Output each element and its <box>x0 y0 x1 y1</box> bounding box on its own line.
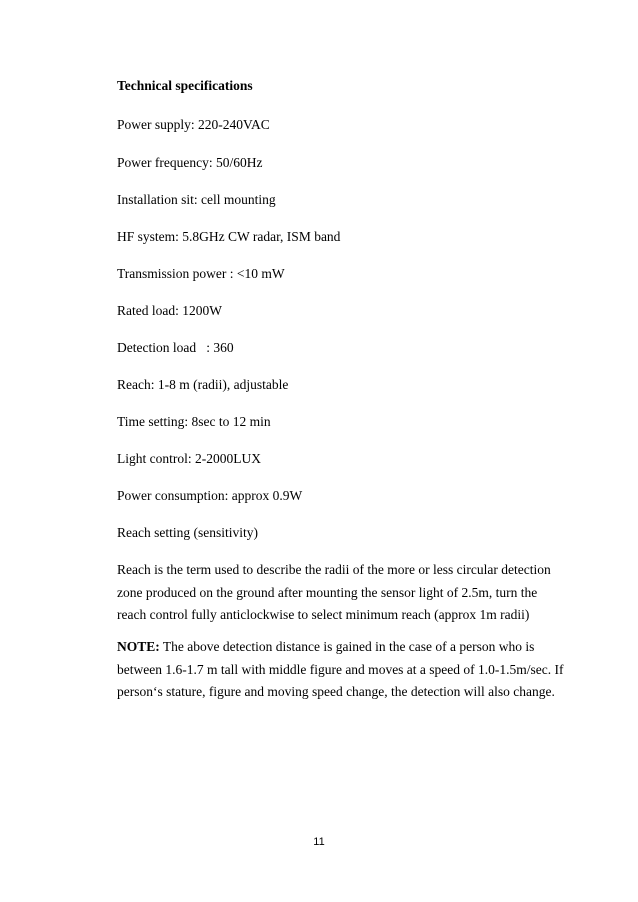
spec-power-supply: Power supply: 220-240VAC <box>117 117 270 132</box>
spec-installation-site: Installation sit: cell mounting <box>117 192 276 207</box>
spec-reach: Reach: 1-8 m (radii), adjustable <box>117 377 289 392</box>
spec-hf-system: HF system: 5.8GHz CW radar, ISM band <box>117 229 341 244</box>
note-text: The above detection distance is gained in the case of a person who is <box>159 639 535 654</box>
spec-detection-load: Detection load : 360 <box>117 340 234 355</box>
paragraph-line: between 1.6-1.7 m tall with middle figure and moves at a speed of 1.0-1.5m/sec. If <box>117 661 564 677</box>
paragraph-line <box>117 636 535 659</box>
note-paragraph <box>117 636 564 704</box>
spec-power-consumption: Power consumption: approx 0.9W <box>117 488 303 503</box>
spec-power-frequency: Power frequency: 50/60Hz <box>117 155 263 170</box>
spec-rated-load: Rated load: 1200W <box>117 303 222 318</box>
paragraph-line: zone produced on the ground after mounting the sensor light of 2.5m, turn the <box>117 584 538 600</box>
spec-reach-setting: Reach setting (sensitivity) <box>117 525 258 540</box>
page-number: 11 <box>313 836 325 848</box>
reach-description-paragraph <box>117 559 551 627</box>
paragraph-line: Reach is the term used to describe the radii of the more or less circular detection <box>117 562 551 577</box>
section-heading: Technical specifications <box>117 78 253 93</box>
spec-time-setting: Time setting: 8sec to 12 min <box>117 414 271 429</box>
note-label: NOTE: <box>117 639 160 654</box>
paragraph-line: reach control fully anticlockwise to select minimum reach (approx 1m radii) <box>117 607 530 622</box>
spec-light-control: Light control: 2-2000LUX <box>117 451 261 466</box>
spec-transmission-power: Transmission power : <10 mW <box>117 266 285 281</box>
paragraph-line: person‘s stature, figure and moving speed change, the detection will also change. <box>117 684 555 699</box>
